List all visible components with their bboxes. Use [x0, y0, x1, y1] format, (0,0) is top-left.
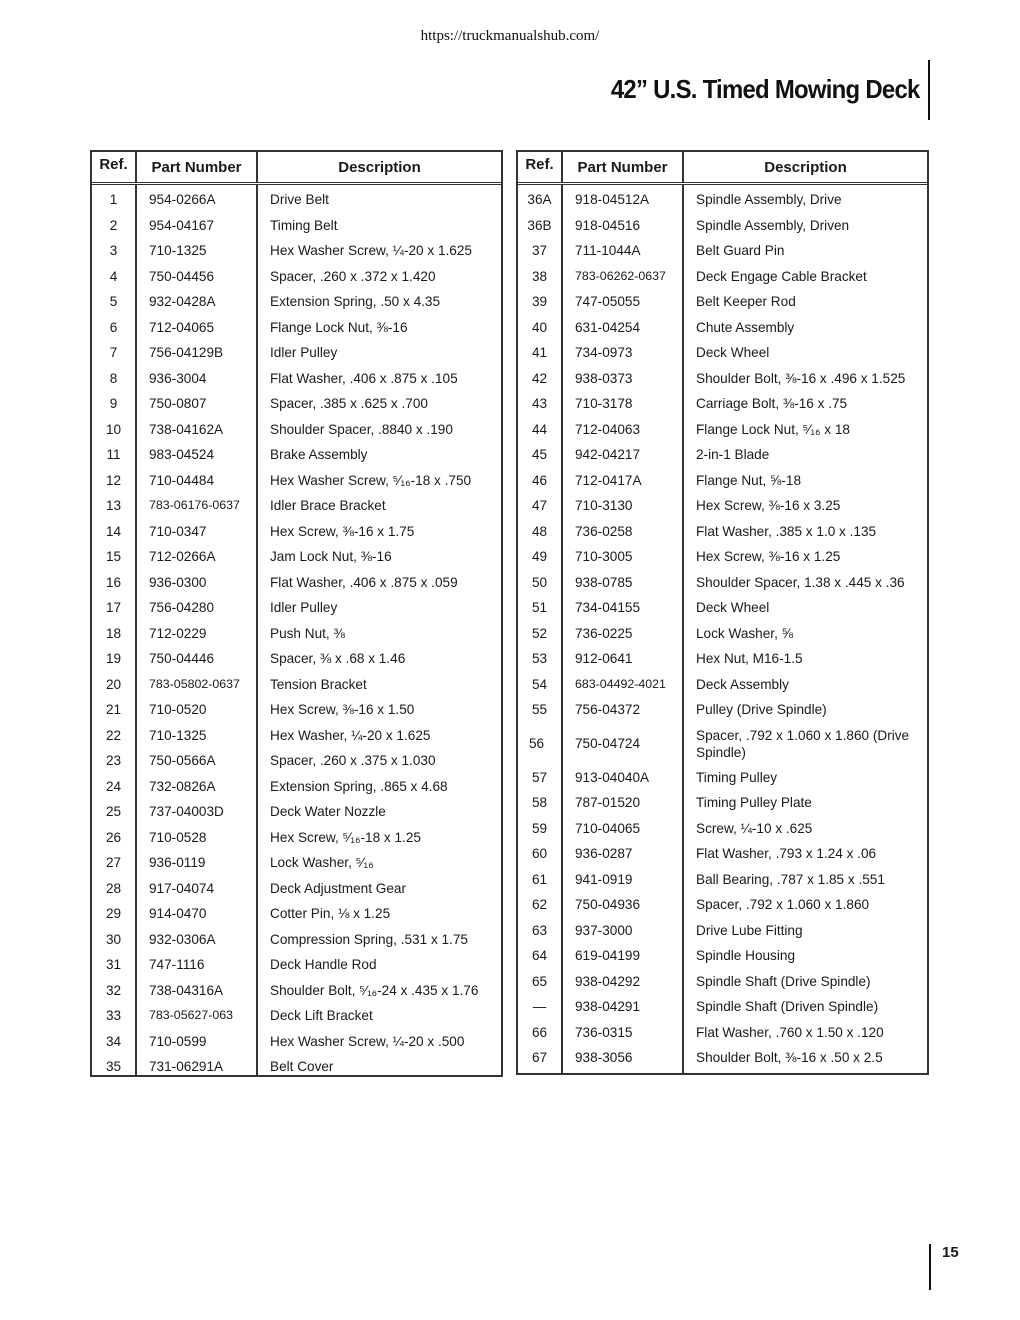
- description-cell: Hex Washer Screw, ¼-20 x 1.625: [270, 243, 472, 258]
- ref-cell: 28: [105, 880, 122, 896]
- description-cell: Screw, ¼-10 x .625: [696, 820, 813, 836]
- part-number-cell: 710-3005: [575, 549, 633, 564]
- part-number-cell: 954-04167: [149, 217, 215, 233]
- part-number-cell: 683-04492-4021: [575, 676, 666, 691]
- part-number-column: [563, 185, 684, 1073]
- part-number-cell: 747-1116: [149, 957, 205, 972]
- description-cell: Hex Screw, ⅜-16 x 1.75: [270, 523, 415, 539]
- description-cell: Cotter Pin, ⅛ x 1.25: [270, 906, 391, 921]
- ref-cell: 2: [109, 217, 118, 233]
- ref-cell: 55: [531, 702, 548, 717]
- ref-cell: 64: [531, 948, 548, 963]
- part-number-cell: 710-3178: [575, 396, 633, 411]
- ref-cell: 63: [531, 922, 548, 938]
- ref-cell: 12: [105, 472, 122, 488]
- part-number-cell: 710-0347: [149, 523, 207, 539]
- part-number-cell: 738-04316A: [149, 982, 224, 998]
- ref-cell: 56: [528, 735, 545, 751]
- description-cell: Belt Guard Pin: [696, 243, 785, 258]
- ref-cell: 50: [531, 574, 548, 590]
- description-cell: Pulley (Drive Spindle): [696, 702, 827, 717]
- ref-cell: 65: [531, 973, 548, 989]
- title-rule: [928, 60, 930, 120]
- part-number-cell: 938-3056: [575, 1050, 633, 1065]
- part-number-cell: 738-04162A: [149, 421, 224, 437]
- ref-cell: 7: [109, 345, 118, 360]
- table-body: [92, 185, 501, 1075]
- part-number-cell: 750-0807: [149, 396, 207, 411]
- ref-cell: 16: [105, 574, 122, 590]
- ref-cell: 23: [105, 753, 122, 768]
- part-number-cell: 711-1044A: [575, 243, 641, 258]
- part-number-cell: 932-0306A: [149, 931, 216, 947]
- ref-cell: 15: [105, 549, 122, 564]
- ref-cell: 29: [105, 906, 122, 921]
- description-cell: Lock Washer, ⁵⁄₁₆: [270, 855, 374, 870]
- description-cell: Hex Screw, ⅜-16 x 1.50: [270, 702, 415, 717]
- part-number-cell: 736-0258: [575, 523, 633, 539]
- header-description: Description: [764, 158, 847, 176]
- ref-cell: 32: [105, 982, 122, 998]
- part-number-cell: 936-3004: [149, 370, 207, 386]
- part-number-cell: 750-04936: [575, 897, 641, 912]
- description-cell: Hex Screw, ⅜-16 x 1.25: [696, 549, 841, 564]
- ref-cell: 25: [105, 804, 122, 819]
- ref-cell: 40: [531, 319, 548, 335]
- description-cell: Timing Belt: [270, 217, 338, 233]
- part-number-cell: 936-0287: [575, 846, 633, 861]
- description-column: [258, 185, 501, 1075]
- description-cell: Drive Belt: [270, 192, 329, 207]
- footer-rule: [929, 1244, 931, 1290]
- ref-cell: 21: [105, 702, 122, 717]
- ref-cell: 58: [531, 795, 548, 810]
- description-cell: Spacer, .260 x .372 x 1.420: [270, 268, 436, 284]
- ref-cell: 11: [106, 447, 121, 462]
- table-header: [518, 152, 927, 185]
- ref-cell: 41: [531, 345, 548, 360]
- description-cell: Deck Wheel: [696, 600, 770, 615]
- ref-cell: 26: [105, 829, 122, 845]
- description-cell: Deck Engage Cable Bracket: [696, 268, 867, 284]
- part-number-cell: 750-04446: [149, 651, 215, 666]
- ref-cell: 31: [105, 957, 122, 972]
- description-cell: Hex Washer Screw, ¼-20 x .500: [270, 1033, 465, 1049]
- part-number-cell: 932-0428A: [149, 294, 216, 309]
- ref-cell: 42: [531, 370, 548, 386]
- header-description: Description: [338, 158, 421, 176]
- ref-cell: 4: [109, 268, 118, 284]
- ref-cell: 46: [531, 472, 548, 488]
- part-number-cell: 712-0229: [149, 625, 207, 641]
- description-cell: Hex Screw, ⁵⁄₁₆-18 x 1.25: [270, 829, 421, 845]
- parts-table-right: [516, 150, 929, 1075]
- description-cell: Spindle Shaft (Driven Spindle): [696, 999, 879, 1014]
- description-cell: Flat Washer, .406 x .875 x .105: [270, 370, 458, 386]
- ref-cell: 13: [105, 498, 122, 513]
- ref-cell: 19: [105, 651, 122, 666]
- description-cell: Carriage Bolt, ⅜-16 x .75: [696, 396, 848, 411]
- description-cell: Extension Spring, .50 x 4.35: [270, 294, 441, 309]
- description-cell: Shoulder Spacer, 1.38 x .445 x .36: [696, 574, 905, 590]
- ref-cell: 9: [109, 396, 118, 411]
- ref-cell: 37: [531, 243, 548, 258]
- ref-cell: 67: [531, 1050, 548, 1065]
- part-number-cell: 734-0973: [575, 345, 633, 360]
- part-number-cell: 734-04155: [575, 600, 641, 615]
- ref-cell: 22: [105, 727, 122, 743]
- parts-table-left: [90, 150, 503, 1077]
- description-cell: Flat Washer, .385 x 1.0 x .135: [696, 523, 877, 539]
- ref-cell: 59: [531, 820, 548, 836]
- page-number: 15: [942, 1244, 959, 1261]
- description-cell: Drive Lube Fitting: [696, 922, 803, 938]
- part-number-cell: 938-04292: [575, 973, 641, 989]
- ref-cell: 61: [531, 871, 548, 887]
- part-number-cell: 710-04484: [149, 472, 215, 488]
- description-cell: Idler Brace Bracket: [270, 498, 386, 513]
- part-number-cell: 937-3000: [575, 922, 633, 938]
- part-number-cell: 954-0266A: [149, 192, 216, 207]
- part-number-cell: 783-06176-0637: [149, 498, 240, 512]
- part-number-cell: 756-04372: [575, 702, 641, 717]
- part-number-cell: 631-04254: [575, 319, 641, 335]
- ref-cell: 45: [531, 447, 548, 462]
- part-number-cell: 619-04199: [575, 948, 641, 963]
- part-number-cell: 938-04291: [575, 999, 641, 1014]
- part-number-cell: 936-0300: [149, 574, 207, 590]
- description-cell: Lock Washer, ⅝: [696, 625, 793, 641]
- ref-cell: 34: [105, 1033, 122, 1049]
- ref-cell: 43: [531, 396, 548, 411]
- part-number-cell: 731-06291A: [149, 1059, 224, 1074]
- ref-cell: 53: [531, 651, 548, 666]
- ref-cell: 39: [531, 294, 548, 309]
- part-number-cell: 942-04217: [575, 447, 641, 462]
- description-cell: Spindle Shaft (Drive Spindle): [696, 973, 871, 989]
- ref-cell: 44: [531, 421, 548, 437]
- description-cell: Idler Pulley: [270, 345, 338, 360]
- description-cell: Shoulder Spacer, .8840 x .190: [270, 421, 453, 437]
- part-number-cell: 710-3130: [575, 498, 633, 513]
- part-number-cell: 737-04003D: [149, 804, 224, 819]
- ref-cell: 18: [105, 625, 122, 641]
- ref-cell: 17: [105, 600, 122, 615]
- description-cell: Ball Bearing, .787 x 1.85 x .551: [696, 871, 885, 887]
- description-cell: Spacer, .792 x 1.060 x 1.860: [696, 897, 870, 912]
- description-cell: Chute Assembly: [696, 319, 795, 335]
- part-number-cell: 712-04063: [575, 421, 641, 437]
- ref-cell: 47: [531, 498, 548, 513]
- ref-cell: 57: [531, 769, 548, 785]
- part-number-cell: 756-04280: [149, 600, 215, 615]
- header-part-number: Part Number: [563, 152, 684, 182]
- part-number-cell: 918-04512A: [575, 192, 650, 207]
- part-number-cell: 710-1325: [149, 727, 207, 743]
- page-title: 42” U.S. Timed Mowing Deck: [611, 74, 920, 104]
- description-cell: Belt Keeper Rod: [696, 294, 796, 309]
- part-number-cell: 917-04074: [149, 880, 215, 896]
- ref-cell: 24: [105, 778, 122, 794]
- description-cell: Push Nut, ⅜: [270, 625, 345, 641]
- part-number-cell: 710-0528: [149, 829, 207, 845]
- table-body: [518, 185, 927, 1073]
- ref-cell: 51: [531, 600, 548, 615]
- description-cell: Hex Nut, M16-1.5: [696, 651, 803, 666]
- ref-cell: 5: [109, 294, 118, 309]
- description-cell: Deck Lift Bracket: [270, 1008, 373, 1023]
- part-number-cell: 783-06262-0637: [575, 268, 666, 283]
- part-number-cell: 756-04129B: [149, 345, 224, 360]
- part-number-cell: 918-04516: [575, 217, 641, 233]
- part-number-cell: 712-04065: [149, 319, 215, 335]
- description-cell: Compression Spring, .531 x 1.75: [270, 931, 468, 947]
- description-cell: Flange Nut, ⅝-18: [696, 472, 802, 488]
- ref-cell: 1: [109, 192, 118, 207]
- description-cell: Deck Water Nozzle: [270, 804, 386, 819]
- description-cell: Flange Lock Nut, ⁵⁄₁₆ x 18: [696, 421, 850, 437]
- ref-cell: 62: [531, 897, 548, 912]
- part-number-cell: 750-04456: [149, 268, 215, 284]
- description-cell: Spacer, .792 x 1.060 x 1.860 (Drive Spindle): [696, 727, 910, 760]
- part-number-cell: 732-0826A: [149, 778, 216, 794]
- ref-cell: 66: [531, 1024, 548, 1040]
- part-number-cell: 938-0785: [575, 574, 633, 590]
- description-cell: Spindle Assembly, Driven: [696, 217, 850, 233]
- part-number-cell: 710-04065: [575, 820, 641, 836]
- table-header: [92, 152, 501, 185]
- part-number-cell: 712-0266A: [149, 549, 216, 564]
- description-cell: Hex Screw, ⅜-16 x 3.25: [696, 498, 841, 513]
- part-number-cell: 712-0417A: [575, 472, 642, 488]
- part-number-cell: 912-0641: [575, 651, 633, 666]
- part-number-cell: 710-0520: [149, 702, 207, 717]
- part-number-cell: 936-0119: [149, 855, 206, 870]
- ref-cell: 38: [531, 268, 548, 284]
- description-cell: Flat Washer, .760 x 1.50 x .120: [696, 1024, 884, 1040]
- part-number-cell: 938-0373: [575, 370, 633, 386]
- part-number-cell: 783-05627-063: [149, 1008, 234, 1022]
- ref-cell: 20: [105, 676, 122, 692]
- ref-cell: 14: [105, 523, 122, 539]
- part-number-cell: 710-0599: [149, 1033, 207, 1049]
- ref-cell: 36B: [527, 217, 552, 233]
- ref-cell: 6: [109, 319, 118, 335]
- ref-cell: 54: [531, 676, 548, 692]
- description-cell: Deck Wheel: [696, 345, 770, 360]
- description-cell: Timing Pulley: [696, 769, 778, 785]
- description-cell: Spacer, ⅜ x .68 x 1.46: [270, 651, 406, 666]
- ref-cell: 27: [105, 855, 122, 870]
- ref-cell: 30: [105, 931, 122, 947]
- description-cell: Brake Assembly: [270, 447, 368, 462]
- description-cell: Extension Spring, .865 x 4.68: [270, 778, 448, 794]
- description-cell: 2-in-1 Blade: [696, 447, 770, 462]
- header-ref: Ref.: [92, 152, 137, 182]
- description-cell: Tension Bracket: [270, 676, 367, 692]
- part-number-cell: 913-04040A: [575, 769, 650, 785]
- ref-cell: 48: [531, 523, 548, 539]
- ref-column: [518, 185, 563, 1073]
- description-cell: Flat Washer, .793 x 1.24 x .06: [696, 846, 877, 861]
- part-number-cell: 787-01520: [575, 795, 641, 810]
- ref-column: [92, 185, 137, 1075]
- description-cell: Timing Pulley Plate: [696, 795, 812, 810]
- description-cell: Deck Assembly: [696, 676, 789, 692]
- part-number-column: [137, 185, 258, 1075]
- description-cell: Deck Adjustment Gear: [270, 880, 406, 896]
- part-number-cell: 750-0566A: [149, 753, 216, 768]
- ref-cell: 36A: [527, 192, 552, 207]
- ref-cell: 52: [531, 625, 548, 641]
- description-cell: Shoulder Bolt, ⅜-16 x .496 x 1.525: [696, 370, 906, 386]
- description-cell: Shoulder Bolt, ⁵⁄₁₆-24 x .435 x 1.76: [270, 982, 479, 998]
- part-number-cell: 941-0919: [575, 871, 633, 887]
- description-cell: Spindle Housing: [696, 948, 795, 963]
- description-cell: Idler Pulley: [270, 600, 338, 615]
- ref-cell: 60: [531, 846, 548, 861]
- part-number-cell: 736-0315: [575, 1024, 633, 1040]
- part-number-cell: 914-0470: [149, 906, 207, 921]
- part-number-cell: 750-04724: [575, 735, 641, 751]
- part-number-cell: 710-1325: [149, 243, 207, 258]
- description-cell: Flange Lock Nut, ⅜-16: [270, 319, 408, 335]
- ref-cell: 49: [531, 549, 548, 564]
- description-cell: Spindle Assembly, Drive: [696, 192, 842, 207]
- part-number-cell: 783-05802-0637: [149, 676, 240, 691]
- description-cell: Spacer, .385 x .625 x .700: [270, 396, 428, 411]
- description-cell: Jam Lock Nut, ⅜-16: [270, 549, 392, 564]
- ref-cell: 3: [109, 243, 118, 258]
- part-number-cell: 736-0225: [575, 625, 633, 641]
- ref-cell: 10: [105, 421, 122, 437]
- header-part-number: Part Number: [137, 152, 258, 182]
- description-cell: Flat Washer, .406 x .875 x .059: [270, 574, 458, 590]
- part-number-cell: 983-04524: [149, 447, 215, 462]
- part-number-cell: 747-05055: [575, 294, 641, 309]
- ref-cell: —: [532, 999, 547, 1014]
- ref-cell: 8: [109, 370, 118, 386]
- description-cell: Shoulder Bolt, ⅜-16 x .50 x 2.5: [696, 1050, 883, 1065]
- source-url: https://truckmanualshub.com/: [420, 28, 600, 44]
- description-cell: Hex Washer Screw, ⁵⁄₁₆-18 x .750: [270, 472, 472, 488]
- ref-cell: 35: [105, 1059, 122, 1074]
- description-cell: Belt Cover: [270, 1059, 334, 1074]
- description-cell: Hex Washer, ¼-20 x 1.625: [270, 727, 431, 743]
- ref-cell: 33: [105, 1008, 122, 1023]
- description-cell: Spacer, .260 x .375 x 1.030: [270, 753, 436, 768]
- description-column: [684, 185, 927, 1073]
- header-ref: Ref.: [518, 152, 563, 182]
- description-cell: Deck Handle Rod: [270, 957, 377, 972]
